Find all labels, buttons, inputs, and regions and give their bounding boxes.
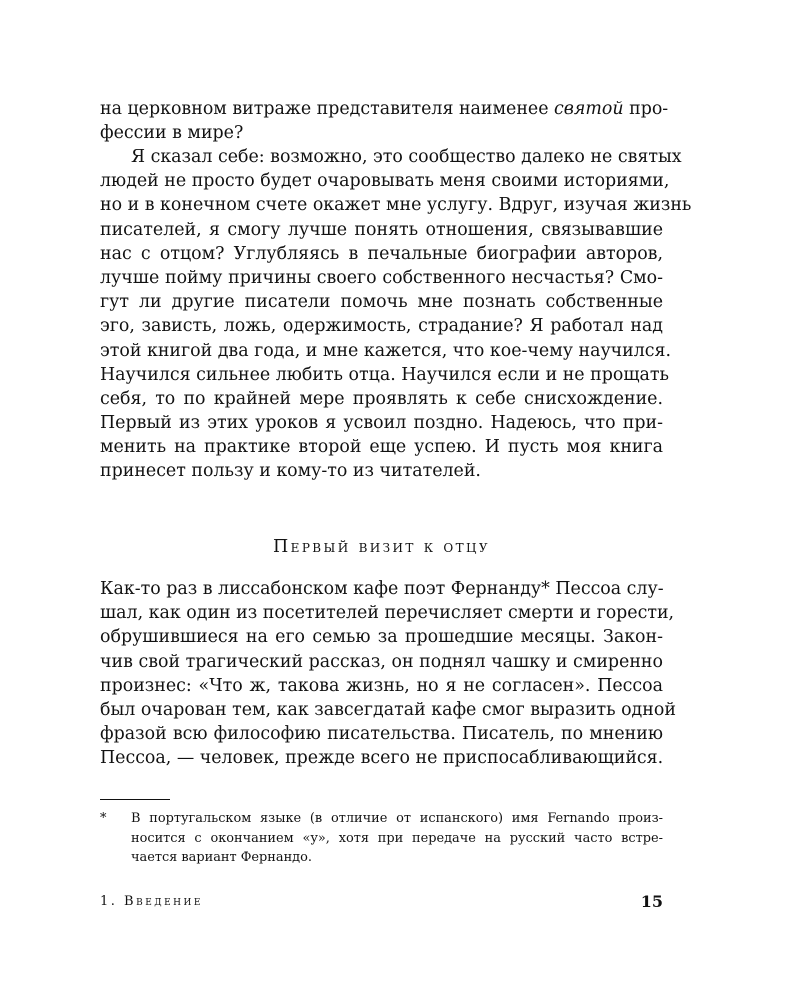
- footnote-divider: [100, 799, 170, 800]
- text-line: произнес: «Что ж, такова жизнь, но я не согласен». Пессоа: [100, 675, 663, 696]
- paragraph-continuation: [100, 97, 669, 145]
- text-line: писателей, я смогу лучше понять отношения, связывавшие: [100, 219, 663, 240]
- text-line: Как-то раз в лиссабонском кафе поэт Фернанду* Пессоа слу-: [100, 579, 664, 599]
- text-line: Первый из этих уроков я усвоил поздно. Надеюсь, что при-: [100, 413, 663, 434]
- footnote-text: [131, 809, 663, 868]
- text-line: обрушившиеся на его семью за прошедшие месяцы. Закон-: [100, 627, 663, 648]
- emphasis-text: святой: [554, 99, 624, 119]
- text-line: Научился сильнее любить отца. Научился если и не прощать: [100, 364, 669, 385]
- footnote-mark: *: [100, 811, 107, 826]
- paragraph-pessoa: [100, 577, 676, 771]
- text-line: принесет пользу и кому-то из читателей.: [100, 461, 481, 482]
- text-line: фессии в мире?: [100, 123, 244, 144]
- text-line: шал, как один из посетителей перечисляет смерти и горести,: [100, 603, 675, 624]
- text-line: был очарован тем, как завсегдатай кафе смог выразить одной: [100, 699, 676, 720]
- running-footer-chapter: 1. Введение: [100, 894, 203, 909]
- text-line: но и в конечном счете окажет мне услугу. Вдруг, изучая жизнь: [100, 195, 692, 216]
- text-line: чив свой трагический рассказ, он поднял чашку и смиренно: [100, 651, 663, 672]
- text-line: нас с отцом? Углубляясь в печальные биографии авторов,: [100, 243, 663, 264]
- text-line: лучше пойму причины своего собственного несчастья? Смо-: [100, 267, 663, 288]
- section-title: Первый визит к отцу: [273, 537, 490, 557]
- text-line: Я сказал себе: возможно, это сообщество далеко не святых: [131, 147, 682, 167]
- text-line: людей не просто будет очаровывать меня своими историями,: [100, 171, 670, 192]
- text-line: гут ли другие писатели помочь мне познать собственные: [100, 292, 663, 313]
- text-line: на церковном витраже представителя наименее святой про-: [100, 99, 669, 119]
- text-line: В португальском языке (в отличие от испанского) имя Fernando произ-: [131, 811, 663, 826]
- text-line: Пессоа, — человек, прежде всего не приспосабливающийся.: [100, 748, 664, 769]
- text-line: чается вариант Фернандо.: [131, 850, 312, 865]
- paragraph-reflection: [100, 145, 692, 484]
- text-line: себя, то по крайней мере проявлять к себе снисхождение.: [100, 388, 663, 409]
- book-page: [100, 0, 692, 1000]
- text-line: эго, зависть, ложь, одержимость, страдание? Я работал над: [100, 316, 663, 337]
- text-line: этой книгой два года, и мне кажется, что кое-чему научился.: [100, 340, 672, 361]
- text-line: носится с окончанием «у», хотя при передаче на русский часто встре-: [131, 830, 663, 846]
- text-line: менить на практике второй еще успею. И пусть моя книга: [100, 437, 663, 458]
- text-line: фразой всю философию писательства. Писатель, по мнению: [100, 724, 663, 745]
- page-number: 15: [640, 892, 663, 911]
